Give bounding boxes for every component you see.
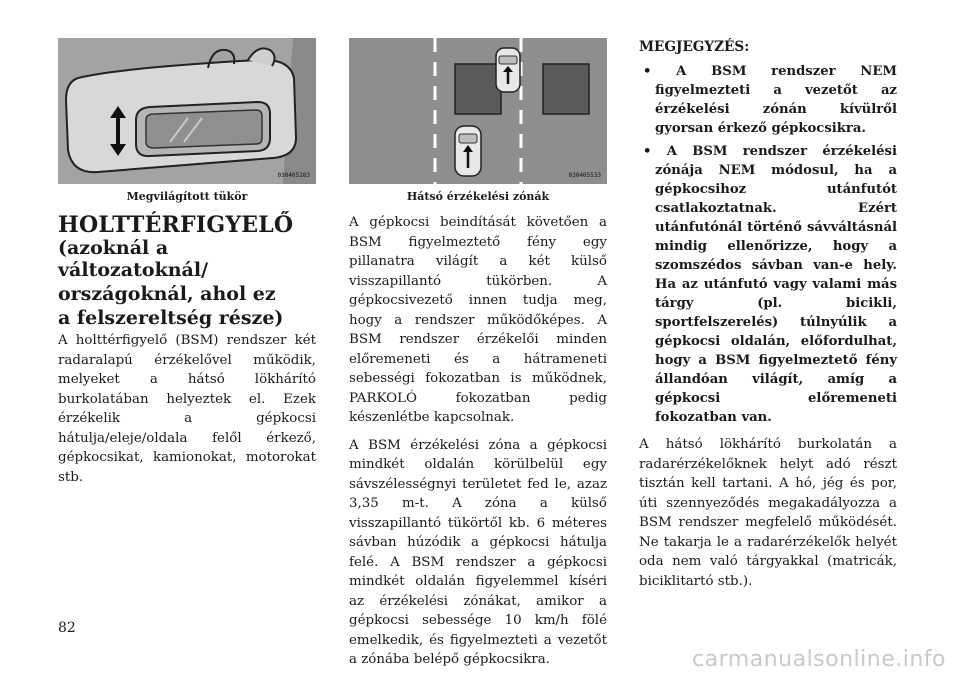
car-bottom: [455, 126, 481, 176]
vanity-mirror-illustration: [58, 38, 316, 184]
right-column: [639, 38, 897, 599]
bsm-zones-illustration: [349, 38, 607, 184]
section-subtitle-line-2: országoknál, ahol ez: [58, 283, 276, 305]
car-top: [496, 48, 520, 92]
left-column: [58, 38, 316, 495]
figure-caption: Megvilágított tükör: [126, 190, 248, 203]
bsm-zones-figure: [349, 38, 607, 184]
body-paragraph: A holttérfigyelő (BSM) rendszer két radaralapú érzékelővel működik, melyeket a hátsó lökhárító burkolatában helyeztek el. Ezek érzékelik a gépkocsi hátulja/eleje/oldala felől érkező, gépkocsikat, kamionokat, motorokat stb.: [58, 333, 316, 485]
note-item: • A BSM rendszer érzékelési zónája NEM módosul, ha a gépkocsihoz utánfutót csatlakoztatnak. Ezért utánfutónál történő sávváltásnál mindig ellenőrizze, hogy a szomszédos sávban van-e hely. Ha az utánfutó vagy valami más tárgy (pl. bicikli, sportfelszerelés) túlnyúlik a gépkocsi oldalán, előfordulhat, hogy a BSM figyelmeztető fény állandóan világít, amíg a gépkocsi előremeneti fokozatban van.: [643, 144, 897, 425]
figure-caption: Hátsó érzékelési zónák: [406, 190, 550, 203]
body-paragraph: A hátsó lökhárító burkolatán a radarérzékelőknek helyt adó részt tisztán kell tartani. A hó, jég és por, úti szennyeződés megakadályozza a BSM rendszer megfelelő működését. Ne takarja le a radarérzékelők helyét oda nem való tárgyakkal (matricák, biciklitartó stb.).: [639, 437, 897, 589]
body-paragraph: A gépkocsi beindítását követően a BSM figyelmeztető fény egy pillanatra világít a két külső visszapillantó tükörben. A gépkocsivezető innen tudja meg, hogy a rendszer működőképes. A BSM rendszer érzékelői minden előremeneti és a hátrameneti sebességi fokozatban is működnek, PARKOLÓ fokozatban pedig készenlétbe kapcsolnak.: [349, 215, 607, 425]
body-paragraph: A BSM érzékelési zóna a gépkocsi mindkét oldalán körülbelül egy sávszélességnyi területet fed le, azaz 3,35 m-t. A zóna a külső visszapillantó tükörtől kb. 6 méteres sávban húzódik a gépkocsi hátulja felé. A BSM rendszer a gépkocsi mindkét oldalán figyelemmel kíséri az érzékelési zónákat, amikor a gépkocsi sebessége 10 km/h fölé emelkedik, és figyelmezteti a vezetőt a zónába belépő gépkocsikra.: [349, 437, 607, 667]
section-subtitle-line-3: a felszereltség része): [58, 307, 284, 329]
figure-code: 030405533: [568, 172, 601, 179]
watermark: carmanualsonline.info: [692, 647, 946, 672]
section-title: HOLTTÉRFIGYELŐ: [58, 212, 294, 238]
figure-code: 030405283: [277, 172, 310, 179]
note-title: MEGJEGYZÉS:: [639, 39, 750, 55]
vanity-mirror-figure: [58, 38, 316, 184]
middle-column: [349, 38, 607, 678]
page-number: 82: [58, 620, 76, 636]
note-item: • A BSM rendszer NEM figyelmezteti a vezetőt az érzékelési zónán kívülről gyorsan érkező gépkocsikra.: [643, 64, 897, 136]
section-subtitle-line-1: (azoknál a változatoknál/: [58, 237, 209, 281]
note-list: [639, 62, 897, 427]
